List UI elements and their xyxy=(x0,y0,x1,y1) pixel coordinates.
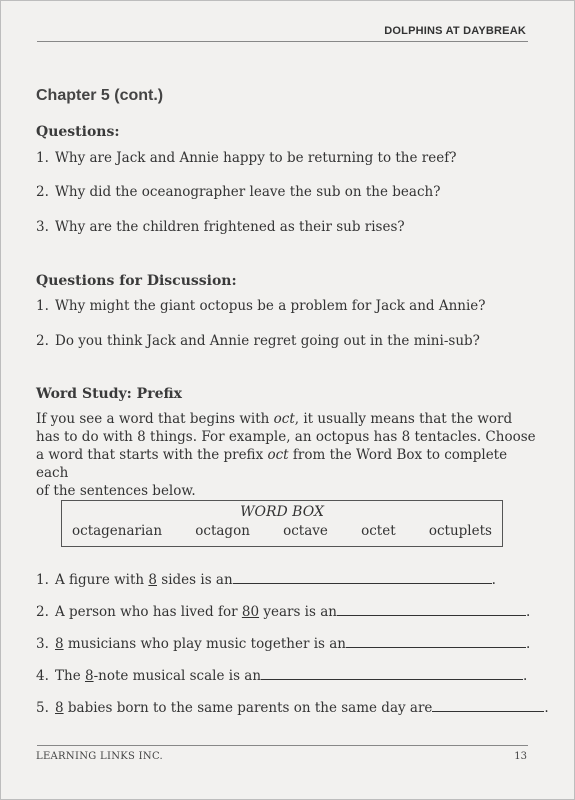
discussion-item xyxy=(36,298,486,314)
word-study-heading: Word Study: Prefix xyxy=(36,386,183,402)
instruction-line: a word that starts with the prefix oct from the Word Box to complete each xyxy=(36,447,508,481)
header-rule xyxy=(37,41,528,42)
page-number: 13 xyxy=(514,751,527,762)
word-box-words xyxy=(72,523,492,539)
question-item xyxy=(36,219,405,235)
word-box-word: octave xyxy=(283,523,328,539)
word-study-instructions xyxy=(36,410,536,500)
discussion-number: 2. xyxy=(36,333,49,349)
answer-blank[interactable] xyxy=(346,635,526,648)
instruction-line: has to do with 8 things. For example, an octopus has 8 tentacles. Choose xyxy=(36,429,536,445)
question-text: Why are the children frightened as their sub rises? xyxy=(55,219,405,235)
question-number: 1. xyxy=(36,150,49,166)
fill-in-item: 3. 8 musicians who play music together is an . xyxy=(36,636,531,652)
discussion-heading: Questions for Discussion: xyxy=(36,273,237,289)
fill-in-item: 4. The 8-note musical scale is an . xyxy=(36,668,528,684)
discussion-number: 1. xyxy=(36,298,49,314)
word-box-title: WORD BOX xyxy=(240,504,324,520)
footer-rule xyxy=(37,745,528,746)
question-text: Why are Jack and Annie happy to be returning to the reef? xyxy=(55,150,457,166)
chapter-title: Chapter 5 (cont.) xyxy=(36,87,164,104)
word-box-word: octet xyxy=(361,523,396,539)
discussion-text: Why might the giant octopus be a problem for Jack and Annie? xyxy=(55,298,486,314)
word-box-word: octagon xyxy=(195,523,250,539)
question-number: 2. xyxy=(36,184,49,200)
discussion-item xyxy=(36,333,480,349)
running-header: DOLPHINS AT DAYBREAK xyxy=(384,25,526,37)
instruction-line: of the sentences below. xyxy=(36,483,196,499)
answer-blank[interactable] xyxy=(337,603,526,616)
questions-heading: Questions: xyxy=(36,124,120,140)
fill-in-item: 1. A figure with 8 sides is an . xyxy=(36,572,496,588)
word-box xyxy=(61,500,503,547)
answer-blank[interactable] xyxy=(432,699,544,712)
word-box-word: octuplets xyxy=(428,523,492,539)
question-text: Why did the oceanographer leave the sub on the beach? xyxy=(55,184,441,200)
question-item xyxy=(36,150,456,166)
discussion-text: Do you think Jack and Annie regret going out in the mini-sub? xyxy=(55,333,480,349)
question-number: 3. xyxy=(36,219,49,235)
fill-in-item: 5. 8 babies born to the same parents on the same day are . xyxy=(36,700,549,716)
answer-blank[interactable] xyxy=(233,571,492,584)
word-box-word: octagenarian xyxy=(72,523,163,539)
publisher-name: LEARNING LINKS INC. xyxy=(36,751,164,762)
question-item xyxy=(36,184,440,200)
answer-blank[interactable] xyxy=(261,667,523,680)
instruction-line: If you see a word that begins with oct, it usually means that the word xyxy=(36,411,513,427)
fill-in-item: 2. A person who has lived for 80 years is an . xyxy=(36,604,531,620)
